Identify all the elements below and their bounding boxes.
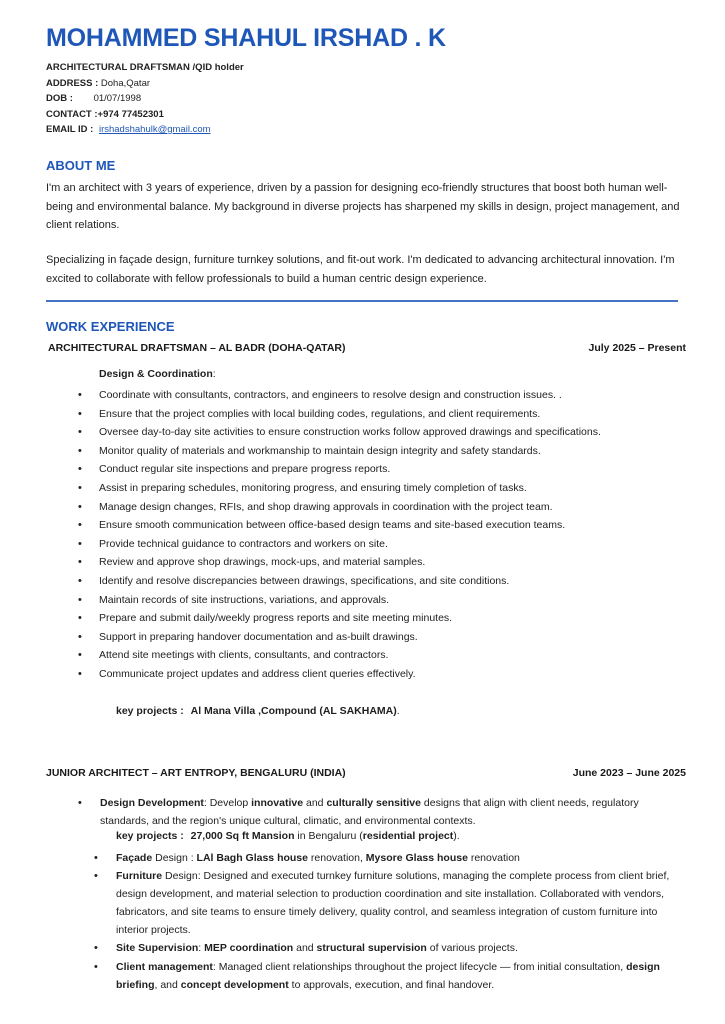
dob-value: 01/07/1998 xyxy=(93,93,142,104)
key-projects-text: in Bengaluru ( xyxy=(294,830,363,842)
bullet-emphasis: concept development xyxy=(180,978,289,991)
list-item-design-development xyxy=(100,794,680,830)
list-item: • Assist in preparing schedules, monitoring progress, and ensuring timely completion of tasks. xyxy=(99,479,679,498)
list-item: • Coordinate with consultants, contractors, and engineers to resolve design and construction issues. . xyxy=(99,386,679,405)
list-item: • Manage design changes, RFIs, and shop drawing approvals in coordination with the project team. xyxy=(99,498,679,517)
address-value: Doha,Qatar xyxy=(100,78,151,89)
list-item-site-supervision xyxy=(116,939,676,957)
key-projects-value: 27,000 Sq ft Mansion xyxy=(190,830,295,842)
work-experience-heading: WORK EXPERIENCE xyxy=(46,319,175,334)
section-divider xyxy=(46,300,678,302)
bullet-lead: Furniture xyxy=(116,870,163,883)
list-item: • Conduct regular site inspections and prepare progress reports. xyxy=(99,460,679,479)
bullet-text: to approvals, execution, and final handover. xyxy=(288,978,495,991)
list-item: • Review and approve shop drawings, mock-ups, and material samples. xyxy=(99,553,679,572)
bullet-text: , and xyxy=(154,978,181,991)
job-1-subheading xyxy=(99,368,216,380)
job-1-header xyxy=(48,342,686,354)
job-2-responsibilities xyxy=(100,794,680,830)
about-heading: ABOUT ME xyxy=(46,158,116,173)
job-2-responsibilities-cont xyxy=(116,849,676,994)
bullet-lead: Site Supervision xyxy=(116,942,199,955)
list-item: • Oversee day-to-day site activities to ensure construction works follow approved drawings and specifications. xyxy=(99,423,679,442)
list-item: • Attend site meetings with clients, consultants, and contractors. xyxy=(99,646,679,665)
key-projects-value: Al Mana Villa ,Compound (AL SAKHAMA) xyxy=(190,705,397,717)
bullet-text: : Managed client relationships throughout the project lifecycle — from initial consultation, xyxy=(212,960,627,973)
about-paragraph-1: I'm an architect with 3 years of experience, driven by a passion for designing eco-friendly structures that boost both human well-being and environmental balance. My background in diverse projects has sharpened my skills in design, project management, and client relations. xyxy=(46,182,680,231)
list-item: • Ensure that the project complies with local building codes, regulations, and client requirements. xyxy=(99,405,679,424)
bullet-lead: Design Development xyxy=(100,797,204,809)
list-item: • Maintain records of site instructions, variations, and approvals. xyxy=(99,591,679,610)
bullet-text: Design : xyxy=(152,852,197,864)
key-projects-emphasis: residential project xyxy=(362,830,454,842)
address-line xyxy=(46,77,150,91)
contact-line xyxy=(46,108,164,122)
address-label: ADDRESS : xyxy=(46,78,99,89)
bullet-emphasis: design briefing xyxy=(116,960,660,991)
bullet-text: : xyxy=(198,942,205,955)
bullet-text: renovation, xyxy=(308,852,366,864)
bullet-text: : Develop xyxy=(203,797,252,809)
dob-label: DOB : xyxy=(46,93,73,104)
bullet-text: renovation xyxy=(467,852,520,864)
list-item-client-management xyxy=(116,958,676,994)
bullet-text: Design: Designed and executed turnkey furniture solutions, managing the complete process from client brief, design development, and material selection to production coordination and site installation. Collaborated with vendors, fabricators, and site teams to ensure timely delivery, quality control, and seamless integration of custom furniture into interior projects. xyxy=(116,870,670,937)
contact-label: CONTACT : xyxy=(46,109,98,120)
bullet-emphasis: innovative xyxy=(251,797,304,809)
bullet-text: and xyxy=(303,797,327,809)
job-2-date: June 2023 – June 2025 xyxy=(572,767,686,779)
list-item: • Monitor quality of materials and workmanship to maintain design integrity and safety standards. xyxy=(99,442,679,461)
contact-value: +974 77452301 xyxy=(97,109,164,120)
job-2-header xyxy=(48,767,686,779)
about-paragraph-2: Specializing in façade design, furniture turnkey solutions, and fit-out work. I'm dedicated to advancing architectural innovation. I'm excited to collaborate with fellow professionals to build a human centric design experience. xyxy=(46,254,675,285)
role-line xyxy=(46,61,244,75)
email-link[interactable]: irshadshahulk@gmail.com xyxy=(98,124,211,135)
key-projects-label: key projects : xyxy=(116,705,184,717)
list-item: • Ensure smooth communication between office-based design teams and site-based execution teams. xyxy=(99,516,679,535)
bullet-emphasis: structural supervision xyxy=(316,942,427,955)
job-2-title: JUNIOR ARCHITECT – ART ENTROPY, BENGALURU (INDIA) xyxy=(46,767,346,779)
key-projects-label: key projects : xyxy=(116,830,184,842)
list-item: • Communicate project updates and address client queries effectively. xyxy=(99,665,679,684)
email-label: EMAIL ID : xyxy=(46,124,94,135)
list-item-furniture xyxy=(116,867,676,939)
bullet-text: designs that align with client needs, regulatory standards, and the region's unique cultural, climatic, and environmental contexts. xyxy=(100,797,639,828)
bullet-text: of various projects. xyxy=(426,942,518,955)
list-item-facade xyxy=(116,849,676,867)
job-1-date: July 2025 – Present xyxy=(588,342,686,354)
list-item: • Support in preparing handover documentation and as-built drawings. xyxy=(99,628,679,647)
bullet-emphasis: LAl Bagh Glass house xyxy=(196,852,308,864)
email-line xyxy=(46,123,211,137)
bullet-lead: Client management xyxy=(116,960,213,973)
job-2-key-projects xyxy=(116,830,460,842)
bullet-text: and xyxy=(293,942,317,955)
bullet-emphasis: Mysore Glass house xyxy=(365,852,468,864)
key-projects-text: ). xyxy=(453,830,460,842)
role-text: ARCHITECTURAL DRAFTSMAN /QID holder xyxy=(46,62,244,73)
list-item: • Prepare and submit daily/weekly progress reports and site meeting minutes. xyxy=(99,609,679,628)
list-item: • Identify and resolve discrepancies between drawings, specifications, and site conditions. xyxy=(99,572,679,591)
list-item: • Provide technical guidance to contractors and workers on site. xyxy=(99,535,679,554)
job-1-key-projects xyxy=(116,705,400,717)
candidate-name: MOHAMMED SHAHUL IRSHAD . K xyxy=(46,24,446,52)
subheading-colon: : xyxy=(212,368,216,380)
job-1-title: ARCHITECTURAL DRAFTSMAN – AL BADR (DOHA-QATAR) xyxy=(48,342,346,354)
dob-line xyxy=(46,92,141,106)
key-projects-end: . xyxy=(396,705,400,717)
bullet-lead: Façade xyxy=(116,852,153,864)
bullet-emphasis: culturally sensitive xyxy=(326,797,421,809)
job-1-responsibilities xyxy=(99,386,679,684)
subheading-text: Design & Coordination xyxy=(99,368,213,380)
bullet-emphasis: MEP coordination xyxy=(204,942,294,955)
